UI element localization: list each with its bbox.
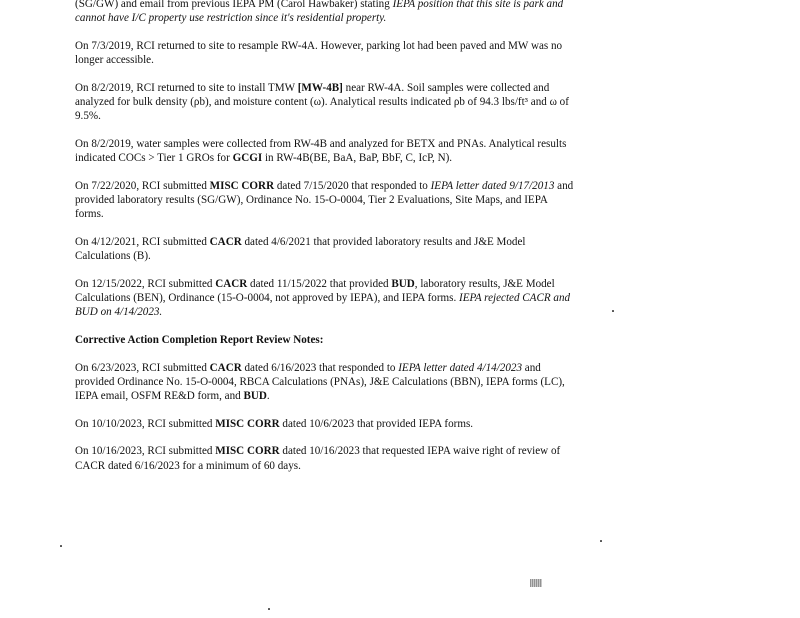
text-run: IEPA letter dated 9/17/2013 bbox=[430, 179, 555, 192]
text-run: dated 10/6/2023 that provided IEPA forms. bbox=[279, 417, 474, 430]
text-run: On 12/15/2022, RCI submitted bbox=[75, 277, 216, 290]
paragraph-6 bbox=[75, 277, 575, 320]
scan-speck bbox=[268, 608, 270, 610]
text-run: dated 7/15/2020 that responded to bbox=[274, 179, 431, 192]
text-run: dated 11/15/2022 that provided bbox=[247, 277, 392, 290]
text-run: BUD bbox=[243, 390, 267, 403]
text-run: IEPA letter dated 4/14/2023 bbox=[398, 361, 522, 374]
text-run: On 8/2/2019, RCI returned to site to install TMW bbox=[75, 81, 298, 94]
paragraph-after-2 bbox=[75, 444, 575, 472]
text-run: On 10/16/2023, RCI submitted bbox=[75, 445, 216, 458]
text-run: dated 10/16/2023 that requested IEPA waive right of review of CACR dated 6/16/2023 for a minimum of 60 days. bbox=[75, 445, 561, 472]
text-run: dated 4/6/2021 that provided laboratory results and J&E Model Calculations (B). bbox=[75, 235, 526, 263]
paragraph-5 bbox=[75, 235, 575, 263]
text-run: near RW-4A. Soil samples were collected and analyzed for bulk density (ρb), and moisture content (ω). Analytical results indicated ρb of 94.3 lbs/ft³ and ω of 9.5%. bbox=[75, 81, 569, 123]
text-run: On 7/3/2019, RCI returned to site to resample RW-4A. However, parking lot had been paved and MW was no longer accessible. bbox=[75, 39, 563, 67]
text-run: , laboratory results, J&E Model Calculations (BEN), Ordinance (15-O-0004, not approved by IEPA), and IEPA forms. bbox=[75, 277, 555, 305]
paragraph-after-1 bbox=[75, 417, 575, 431]
text-run: MISC CORR bbox=[209, 179, 275, 192]
text-run: MISC CORR bbox=[215, 417, 280, 430]
text-run: On 8/2/2019, water samples were collected from RW-4B and analyzed for BETX and PNAs. Analytical results indicated COCs > Tier 1 GROs for bbox=[75, 137, 567, 165]
text-run: MISC CORR bbox=[215, 445, 280, 458]
section-heading: Corrective Action Completion Report Review Notes: bbox=[75, 333, 324, 346]
text-run: in RW-4B(BE, BaA, BaP, BbF, C, IcP, N). bbox=[262, 152, 453, 165]
text-run: BUD bbox=[391, 277, 415, 290]
text-run: (SG/GW) and email from previous IEPA PM (Carol Hawbaker) stating bbox=[75, 0, 393, 10]
text-run: IEPA position that this site is park and cannot have I/C property use restriction since it's residential property. bbox=[75, 0, 564, 25]
document-page bbox=[75, 0, 575, 486]
text-run: On 6/23/2023, RCI submitted bbox=[75, 361, 210, 374]
scan-speck bbox=[600, 540, 602, 542]
text-run: CACR bbox=[209, 361, 242, 374]
scan-artifact-mark bbox=[530, 579, 542, 587]
paragraph-2 bbox=[75, 81, 575, 124]
paragraph-1 bbox=[75, 39, 575, 67]
text-run: On 10/10/2023, RCI submitted bbox=[75, 417, 216, 430]
text-run: . bbox=[266, 390, 270, 403]
text-run: On 4/12/2021, RCI submitted bbox=[75, 235, 210, 248]
text-run: dated 6/16/2023 that responded to bbox=[241, 361, 399, 374]
scan-speck bbox=[612, 310, 614, 312]
paragraphs-after-heading bbox=[75, 361, 575, 473]
text-run: On 7/22/2020, RCI submitted bbox=[75, 179, 210, 192]
paragraphs-before-heading bbox=[75, 0, 575, 319]
paragraph-after-0 bbox=[75, 361, 575, 404]
text-run: IEPA rejected CACR and BUD on 4/14/2023. bbox=[75, 292, 571, 319]
paragraph-4 bbox=[75, 179, 575, 222]
paragraph-0 bbox=[75, 0, 575, 25]
scan-speck bbox=[60, 545, 62, 547]
text-run: and provided Ordinance No. 15-O-0004, RBCA Calculations (PNAs), J&E Calculations (BBN), IEPA forms (LC), IEPA email, OSFM RE&D form, and bbox=[75, 361, 565, 403]
text-run: and provided laboratory results (SG/GW), Ordinance No. 15-O-0004, Tier 2 Evaluations, Site Maps, and IEPA forms. bbox=[75, 179, 574, 221]
text-run: CACR bbox=[209, 235, 242, 248]
text-run: GCGI bbox=[232, 152, 263, 165]
text-run: CACR bbox=[215, 277, 248, 290]
paragraph-3 bbox=[75, 137, 575, 165]
text-run: [MW-4B] bbox=[297, 81, 343, 94]
